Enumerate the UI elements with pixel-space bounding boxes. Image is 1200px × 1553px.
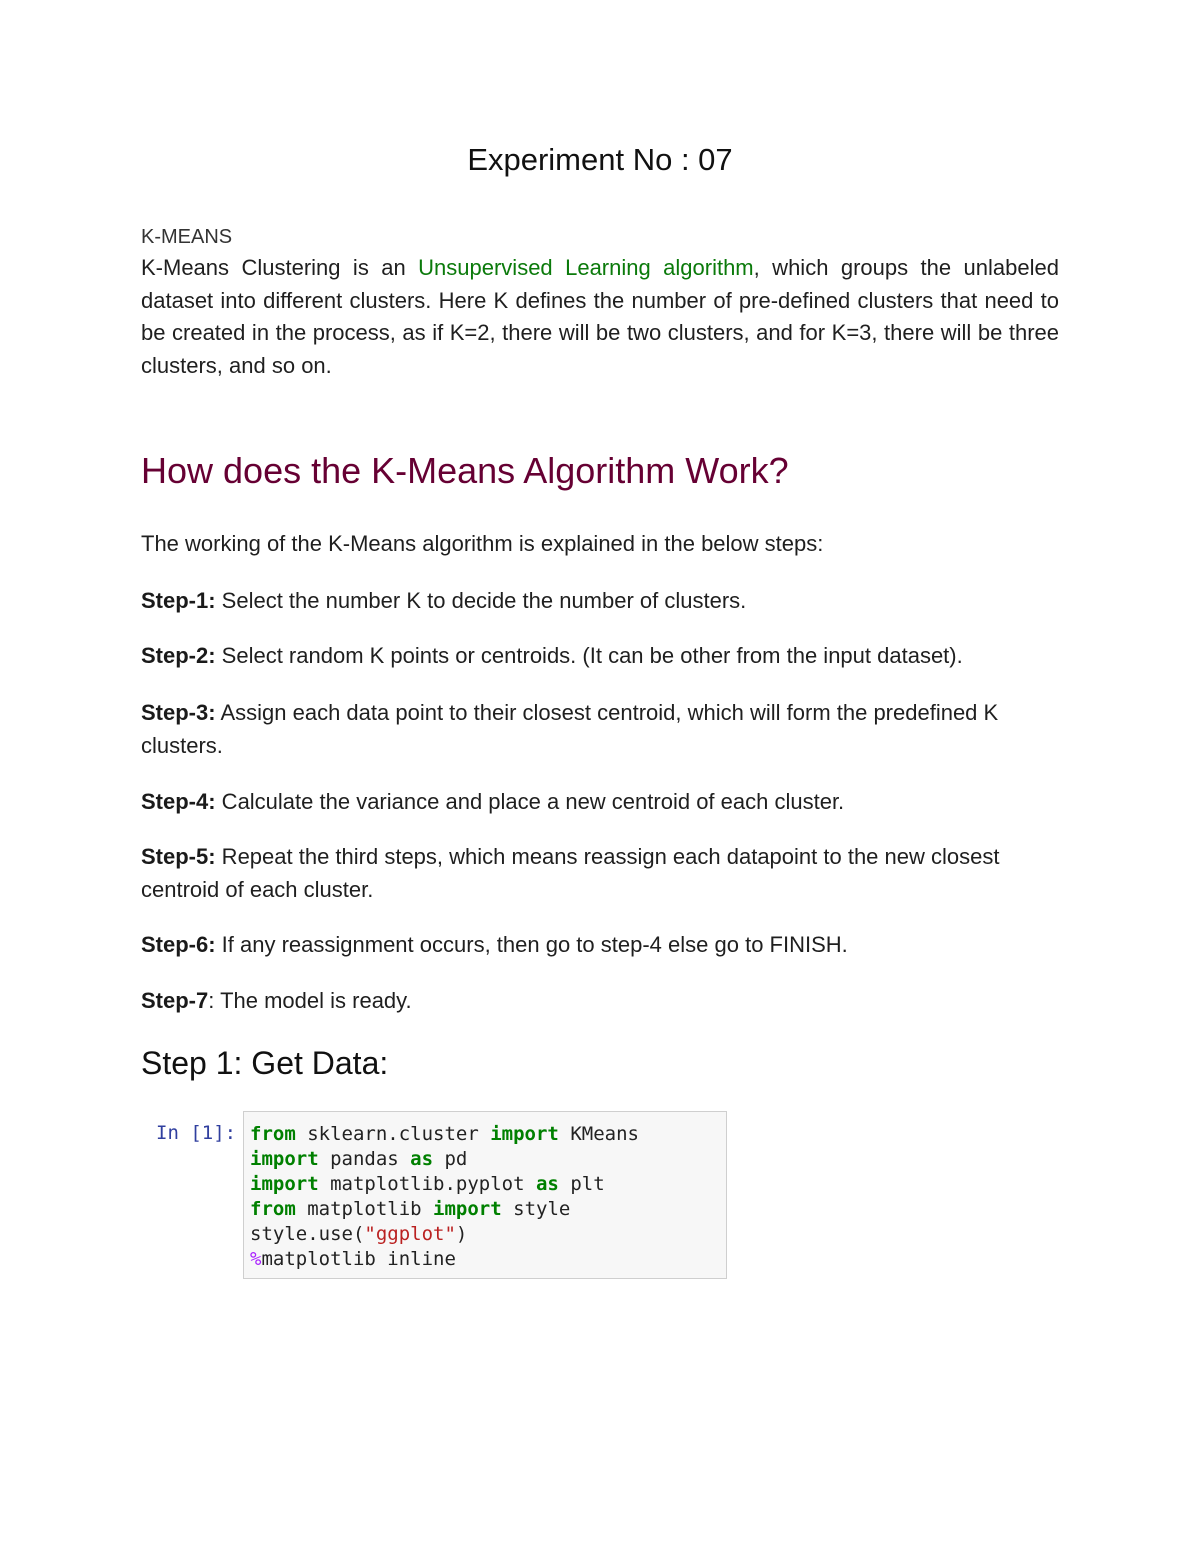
step-label: Step-7	[141, 988, 209, 1013]
step-7	[141, 985, 1059, 1018]
code-line-4	[250, 1198, 570, 1220]
keyword: from	[250, 1123, 296, 1145]
code-cell[interactable]	[243, 1111, 727, 1279]
keyword: import	[433, 1198, 502, 1220]
step-4	[141, 786, 1059, 819]
intro-text-end: , which groups the unlabeled dataset into different clusters. Here K defines the number of pre-defined clusters that need to be created in the process, as if K=2, there will be two clusters, and for K=3, there will be three clusters, and so on.	[141, 255, 1059, 378]
keyword: import	[490, 1123, 559, 1145]
step-text: Assign each data point to their closest centroid, which will form the predefined K clusters.	[141, 700, 999, 758]
step-text: : The model is ready.	[208, 988, 412, 1013]
keyword: as	[410, 1148, 434, 1170]
get-data-heading: Step 1: Get Data:	[141, 1045, 389, 1081]
code-text: matplotlib	[295, 1198, 434, 1220]
code-text: KMeans	[558, 1123, 639, 1145]
keyword: import	[250, 1173, 319, 1195]
code-text: matplotlib.pyplot	[318, 1173, 536, 1195]
code-text: pd	[433, 1148, 468, 1170]
code-line-1	[250, 1123, 639, 1145]
step-label: Step-4:	[141, 789, 216, 814]
keyword: as	[535, 1173, 559, 1195]
code-text: style	[501, 1198, 571, 1220]
step-1	[141, 585, 1059, 618]
keyword: from	[250, 1198, 296, 1220]
code-line-6	[250, 1248, 456, 1270]
code-text: style.use(	[250, 1223, 365, 1245]
code-line-3	[250, 1173, 605, 1195]
step-text: Repeat the third steps, which means reassign each datapoint to the new closest centroid of each cluster.	[141, 844, 1000, 902]
intro-text-start: K-Means Clustering is an	[141, 255, 419, 280]
code-text: )	[455, 1223, 468, 1245]
cell-prompt: In [1]:	[156, 1122, 237, 1144]
code-line-2	[250, 1148, 467, 1170]
step-text: Calculate the variance and place a new centroid of each cluster.	[215, 789, 845, 814]
code-block	[244, 1112, 726, 1272]
magic-symbol: %	[250, 1248, 262, 1270]
step-text: If any reassignment occurs, then go to step-4 else go to FINISH.	[215, 932, 848, 957]
document-title: Experiment No : 07	[467, 142, 733, 177]
code-text: matplotlib inline	[261, 1248, 456, 1270]
step-5	[141, 841, 1059, 906]
step-2	[141, 640, 1059, 673]
step-6	[141, 929, 1059, 962]
step-text: Select random K points or centroids. (It can be other from the input dataset).	[215, 643, 963, 668]
keyword: import	[250, 1148, 319, 1170]
algorithm-heading: How does the K-Means Algorithm Work?	[141, 450, 789, 491]
code-text: plt	[558, 1173, 605, 1195]
code-line-5	[250, 1223, 467, 1245]
step-text: Select the number K to decide the number of clusters.	[215, 588, 747, 613]
step-label: Step-1:	[141, 588, 216, 613]
step-3	[141, 697, 1059, 762]
unsupervised-learning-link[interactable]: Unsupervised Learning algorithm	[418, 255, 754, 280]
intro-paragraph	[141, 252, 1059, 382]
step-label: Step-2:	[141, 643, 216, 668]
steps-lead: The working of the K-Means algorithm is explained in the below steps:	[141, 531, 824, 556]
section-label: K-MEANS	[141, 226, 233, 248]
step-label: Step-6:	[141, 932, 216, 957]
code-text: sklearn.cluster	[295, 1123, 491, 1145]
step-label: Step-3:	[141, 700, 216, 725]
code-text: pandas	[318, 1148, 411, 1170]
string-literal: "ggplot"	[364, 1223, 456, 1245]
step-label: Step-5:	[141, 844, 216, 869]
